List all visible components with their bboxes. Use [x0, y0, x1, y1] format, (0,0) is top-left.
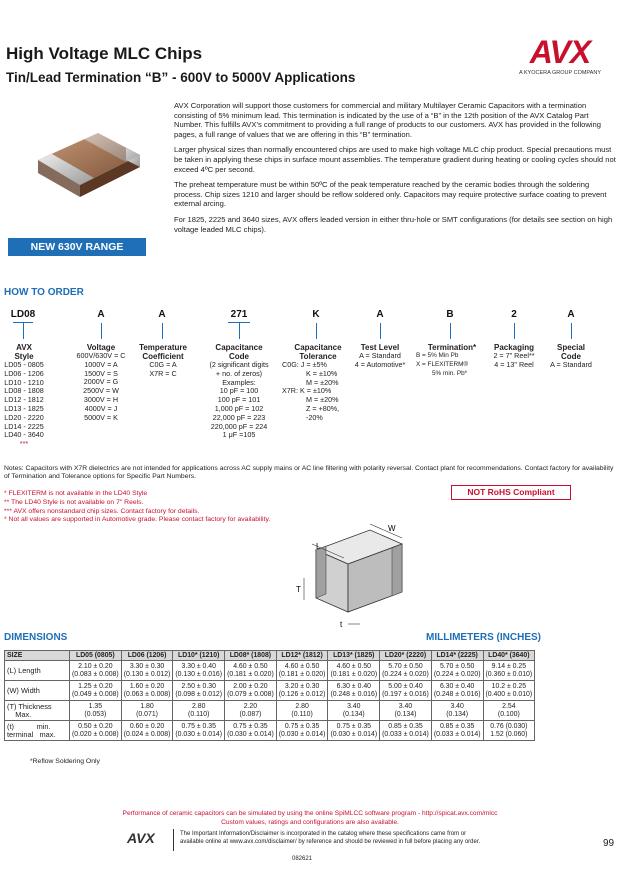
code-stem: [239, 323, 240, 339]
intro-paragraph: Larger physical sizes than normally encountered chips are used to make high voltage MLC chip product. Special precautions must be taken in applying these chips in surface mount assemblies. The temperature gradient during heating or cooling cycles should not exceed 4ºC per second.: [174, 145, 616, 174]
table-header: LD06 (1206): [121, 651, 173, 661]
cell-line: 1.80: [140, 702, 154, 710]
disclaimer: [180, 830, 480, 846]
table-cell: [431, 721, 483, 741]
cell-line: 3.40: [398, 702, 413, 710]
page-number: 99: [603, 838, 615, 849]
how-to-order-heading: HOW TO ORDER: [4, 287, 84, 298]
code-termination: B: [446, 309, 454, 320]
table-cell: [276, 661, 328, 681]
table-header: LD13* (1825): [328, 651, 380, 661]
cell-line: 4.60 ± 0.50: [284, 662, 320, 670]
cell-line: (0.400 ± 0.010): [485, 690, 533, 698]
table-cell: [173, 701, 225, 721]
table-cell: [328, 701, 380, 721]
notes: Notes: Capacitors with X7R dielectrics are not intended for applications across AC supply mains or AC line filtering with polarity reversal. Contact plant for recommendations. Contact factory for availability of Termination and Tolerance options for Specific Part Numbers.: [4, 465, 614, 481]
table-row: [5, 661, 535, 681]
col-head: Voltage: [86, 343, 116, 352]
col-head: Temperature Coefficient: [139, 343, 187, 361]
cell-line: (0.360 ± 0.010): [485, 670, 533, 678]
table-header: LD10* (1210): [173, 651, 225, 661]
cell-line: (0.033 ± 0.014): [433, 730, 481, 738]
table-row: [5, 681, 535, 701]
code-stem: [380, 323, 381, 339]
cell-line: 2.50 ± 0.30: [181, 682, 216, 690]
cell-line: (0.126 ± 0.012): [278, 690, 326, 698]
table-body: [5, 661, 535, 741]
tol-line: M = ±20%: [306, 377, 339, 387]
page-subtitle: Tin/Lead Termination “B” - 600V to 5000V Applications: [6, 70, 356, 85]
cell-line: 0.76 (0.030): [490, 722, 528, 730]
table-header: LD05 (0805): [70, 651, 122, 661]
order-col-termination: [410, 343, 494, 378]
table-cell: [328, 681, 380, 701]
tol-line: C0G: J = ±5%: [282, 360, 327, 369]
col-head: Capacitance Tolerance: [294, 343, 342, 361]
style-line: LD20 - 2220: [4, 412, 44, 422]
cell-line: 2.20: [243, 702, 258, 710]
table-cell: [225, 661, 277, 681]
voltage-line: 5000V = K: [84, 412, 118, 422]
table-cell: [431, 701, 483, 721]
cell-line: (0.083 ± 0.008): [72, 670, 119, 678]
cell-line: 3.40: [347, 702, 361, 710]
order-col-capacitance: [198, 343, 280, 440]
cell-line: 0.50 ± 0.20: [78, 722, 113, 730]
code-testlevel: A: [376, 309, 384, 320]
cell-line: (0.110): [291, 710, 313, 718]
intro-paragraph: The preheat temperature must be within 50ºC of the peak temperature reached by the ceramic bodies through the soldering process. Chip sizes 1210 and larger should be reflow soldered only. Capacitors may require protective surface coating to prevent external arcing.: [174, 180, 607, 209]
table-cell: [276, 681, 328, 701]
cell-line: (0.181 ± 0.020): [278, 670, 326, 678]
cell-line: 3.40: [450, 702, 464, 710]
row-label: (T) Thickness Max.: [5, 701, 70, 721]
cell-line: (0.110): [188, 710, 210, 718]
voltage-line: 4000V = J: [84, 403, 118, 413]
cell-line: (0.098 ± 0.012): [175, 690, 223, 698]
table-cell: [380, 701, 432, 721]
cell-line: (0.134): [394, 710, 417, 718]
avx-logo: [508, 36, 612, 76]
style-line: LD12 - 1812: [4, 395, 44, 405]
code-capacitance: 271: [230, 309, 248, 320]
cell-line: (0.030 ± 0.014): [175, 730, 223, 738]
cap-line: 1,000 pF = 102: [214, 403, 264, 413]
table-cell: [121, 661, 173, 681]
table-cell: [70, 701, 122, 721]
cell-line: 6.30 ± 0.40: [336, 682, 371, 690]
tol-line: K = ±10%: [306, 368, 338, 378]
table-cell: [483, 661, 535, 681]
logo-tagline: A KYOCERA GROUP COMPANY: [518, 70, 601, 76]
chip-dimension-diagram: [290, 520, 420, 640]
pack-line: 4 = 13" Reel: [494, 359, 534, 369]
cell-line: 0.75 ± 0.35: [284, 722, 320, 730]
cap-line: 22,000 pF = 223: [212, 412, 266, 422]
cell-line: (0.087): [239, 710, 262, 718]
table-header: LD40* (3640): [483, 651, 535, 661]
voltage-line: 1500V = S: [84, 368, 118, 378]
col-head: Packaging: [493, 343, 534, 352]
cell-line: (0.033 ± 0.014): [382, 730, 429, 738]
term-line: 5% min. Pb*: [432, 369, 468, 377]
style-line: LD13 - 1825: [4, 403, 44, 413]
code-tolerance: K: [312, 309, 320, 320]
cell-line: (0.130 ± 0.016): [175, 670, 223, 678]
voltage-line: 1000V = A: [84, 359, 118, 369]
cell-line: (0.063 ± 0.008): [123, 690, 171, 698]
footnote: * Not all values are supported in Automotive grade. Please contact factory for availability.: [4, 516, 271, 524]
dimensions-table: [4, 650, 535, 741]
special-line: A = Standard: [550, 360, 592, 369]
tol-line: M = ±20%: [306, 395, 339, 405]
cell-line: (0.130 ± 0.012): [123, 670, 171, 678]
cell-line: 10.2 ± 0.25: [491, 682, 527, 690]
term-label: t: [340, 620, 343, 629]
style-mark: ***: [19, 439, 29, 449]
order-col-style: [0, 343, 48, 449]
style-line: LD08 - 1808: [4, 386, 44, 396]
units-heading: MILLIMETERS (INCHES): [426, 632, 541, 643]
cell-line: 0.75 ± 0.35: [181, 722, 216, 730]
cell-line: (0.053): [84, 710, 107, 718]
cell-line: (0.024 ± 0.008): [123, 730, 171, 738]
table-cell: [483, 701, 535, 721]
table-cell: [70, 681, 122, 701]
table-cell: [225, 701, 277, 721]
footer-divider: [173, 829, 174, 851]
cell-line: (0.079 ± 0.008): [227, 690, 274, 698]
table-cell: [483, 721, 535, 741]
tol-line: Z = +80%, -20%: [306, 403, 340, 422]
tempco-line: X7R = C: [149, 368, 177, 378]
cell-line: 0.85 ± 0.35: [439, 722, 475, 730]
simulation-note: [0, 809, 620, 827]
row-label: (L) Length: [5, 661, 70, 681]
table-cell: [173, 681, 225, 701]
table-row: [5, 701, 535, 721]
cell-line: 2.00 ± 0.20: [233, 682, 268, 690]
code-stem: [450, 323, 451, 339]
disclaimer-line: The Important Information/Disclaimer is incorporated in the catalog where these specifications came from or: [180, 831, 467, 837]
t-label: T: [296, 585, 301, 594]
table-header: SIZE: [5, 651, 70, 661]
table-cell: [328, 721, 380, 741]
col-head: Termination*: [427, 343, 477, 352]
new-range-banner: NEW 630V RANGE: [8, 238, 146, 256]
voltage-line: 2000V = G: [83, 377, 119, 387]
cell-line: 1.52 (0.060): [490, 730, 528, 738]
cell-line: 0.75 ± 0.35: [336, 722, 371, 730]
table-cell: [121, 721, 173, 741]
table-cell: [121, 681, 173, 701]
test-line: A = Standard: [359, 351, 401, 360]
code-stem: [316, 323, 317, 339]
footnotes: [4, 490, 270, 525]
table-cell: [225, 721, 277, 741]
cell-line: 9.14 ± 0.25: [491, 662, 527, 670]
style-line: LD05 - 0805: [4, 360, 44, 369]
cell-line: 3.30 ± 0.40: [181, 662, 216, 670]
table-cell: [173, 661, 225, 681]
cell-line: (0.181 ± 0.020): [330, 670, 378, 678]
cell-line: 2.10 ± 0.20: [78, 662, 113, 670]
col-head: Capacitance Code: [215, 343, 263, 361]
table-cell: [70, 721, 122, 741]
code-stem: [23, 323, 24, 339]
cell-line: 2.80: [192, 702, 206, 710]
term-line: B = 5% Min Pb: [416, 352, 459, 359]
code-special: A: [567, 309, 575, 320]
cap-line: (2 significant digits: [209, 360, 269, 369]
table-cell: [328, 661, 380, 681]
cell-line: 0.85 ± 0.35: [388, 722, 423, 730]
table-header: LD14* (2225): [431, 651, 483, 661]
cell-line: (0.020 ± 0.008): [72, 730, 119, 738]
l-label: L: [316, 542, 321, 551]
intro-paragraph: AVX Corporation will support those customers for commercial and military Multilayer Ceramic Capacitors with a termination consisting of 5% minimum lead. This termination is indicated by the use of a “B” in the 12th position of the AVX Catalog Part Number. This fulfills AVX’s commitment to providing a full range of products to our customers. AVX has provided in the following pages, a full range of values that we are offering in this “B” termination.: [174, 101, 602, 139]
footer-logo: AVX: [127, 830, 155, 846]
cell-line: 5.70 ± 0.50: [388, 662, 423, 670]
intro-text: [174, 101, 616, 240]
cell-line: (0.224 ± 0.020): [382, 670, 429, 678]
chip-image: [28, 125, 148, 205]
code-stem: [514, 323, 515, 339]
cap-line: 100 pF = 101: [217, 395, 261, 405]
table-cell: [276, 721, 328, 741]
cap-line: Examples:: [222, 377, 256, 387]
cap-line: 220,000 pF = 224: [210, 421, 268, 431]
table-cell: [431, 681, 483, 701]
cell-line: (0.248 ± 0.016): [330, 690, 378, 698]
table-row: [5, 721, 535, 741]
cell-line: 1.60 ± 0.20: [129, 682, 165, 690]
col-head: AVX Style: [14, 343, 34, 361]
pack-line: 2 = 7" Reel**: [493, 351, 535, 360]
cell-line: (0.224 ± 0.020): [433, 670, 481, 678]
cell-line: (0.030 ± 0.014): [227, 730, 274, 738]
style-line: LD40 - 3640: [4, 430, 44, 440]
table-cell: [483, 681, 535, 701]
cell-line: (0.100): [497, 710, 520, 718]
cap-line: 1 μF =105: [222, 430, 256, 440]
row-label: (W) Width: [5, 681, 70, 701]
cell-line: 1.35: [88, 702, 103, 710]
intro-paragraph: For 1825, 2225 and 3640 sizes, AVX offers leaded version in either thru-hole or SMT configurations (for details see section on high voltage leaded MLC chips).: [174, 214, 613, 234]
style-line: LD14 - 2225: [4, 421, 44, 431]
order-col-tolerance: [282, 343, 354, 423]
logo-word: AVX: [529, 34, 591, 70]
cap-line: 10 pF = 100: [219, 386, 259, 396]
table-cell: [380, 721, 432, 741]
tempco-line: C0G = A: [149, 360, 177, 369]
cell-line: 3.30 ± 0.30: [129, 662, 165, 670]
tol-line: X7R: K = ±10%: [282, 386, 332, 396]
footnote: * FLEXITERM is not available in the LD40 Style: [4, 490, 148, 497]
cell-line: (0.134): [446, 710, 469, 718]
table-header-row: [5, 651, 535, 661]
cell-line: 6.30 ± 0.40: [439, 682, 475, 690]
term-line: X = FLEXITERM®: [416, 360, 469, 368]
table-cell: [225, 681, 277, 701]
dimensions-heading: DIMENSIONS: [4, 632, 68, 643]
table-header: LD08* (1808): [225, 651, 277, 661]
style-line: LD06 - 1206: [4, 368, 44, 378]
w-label: W: [388, 524, 396, 533]
cell-line: (0.071): [136, 710, 158, 718]
table-header: LD12* (1812): [276, 651, 328, 661]
document-code: 082621: [292, 856, 313, 862]
cell-line: (0.197 ± 0.016): [382, 690, 429, 698]
row-label: (t) min. terminal max.: [5, 721, 70, 741]
cell-line: (0.030 ± 0.014): [278, 730, 326, 738]
code-tempco: A: [158, 309, 166, 320]
cell-line: (0.248 ± 0.016): [433, 690, 481, 698]
code-stem: [162, 323, 163, 339]
cell-line: 5.70 ± 0.50: [439, 662, 475, 670]
voltage-line: 2500V = W: [83, 386, 119, 396]
order-col-packaging: [484, 343, 544, 370]
col-head: Test Level: [360, 343, 400, 352]
footnote: *** AVX offers nonstandard chip sizes. Contact factory for details.: [4, 507, 200, 515]
table-cell: [380, 661, 432, 681]
code-voltage: A: [97, 309, 105, 320]
table-cell: [121, 701, 173, 721]
cell-line: 2.80: [295, 702, 309, 710]
rohs-badge: NOT RoHS Compliant: [451, 485, 571, 500]
simulation-line: Custom values, ratings and configurations are also available.: [221, 819, 399, 826]
style-line: LD10 - 1210: [4, 377, 44, 387]
order-col-testlevel: [346, 343, 414, 370]
cell-line: 3.20 ± 0.30: [284, 682, 320, 690]
cap-line: + no. of zeros): [215, 368, 263, 378]
code-style: LD08: [10, 309, 36, 320]
voltage-line: 600V/630V = C: [76, 351, 126, 360]
page-title: High Voltage MLC Chips: [6, 44, 203, 63]
table-cell: [70, 661, 122, 681]
table-cell: [276, 701, 328, 721]
order-col-tempco: [130, 343, 196, 379]
table-header: LD20* (2220): [380, 651, 432, 661]
cell-line: 1.25 ± 0.20: [78, 682, 113, 690]
test-line: 4 = Automotive*: [354, 359, 406, 369]
table-cell: [380, 681, 432, 701]
cell-line: (0.181 ± 0.020): [227, 670, 274, 678]
cell-line: 2.54: [502, 702, 516, 710]
table-cell: [173, 721, 225, 741]
cell-line: 0.75 ± 0.35: [233, 722, 268, 730]
cell-line: 0.60 ± 0.20: [129, 722, 165, 730]
code-stem: [571, 323, 572, 339]
code-packaging: 2: [511, 309, 517, 320]
footnote: ** The LD40 Style is not available on 7" Reels.: [4, 498, 144, 506]
cell-line: 4.60 ± 0.50: [336, 662, 371, 670]
disclaimer-line: available online at www.avx.com/disclaimer/ by reference and should be reviewed in full before placing any order.: [180, 839, 481, 845]
cell-line: (0.134): [342, 710, 365, 718]
voltage-line: 3000V = H: [83, 394, 119, 404]
col-head: Special Code: [556, 343, 585, 361]
table-cell: [431, 661, 483, 681]
cell-line: 5.00 ± 0.40: [388, 682, 423, 690]
cell-line: (0.030 ± 0.014): [330, 730, 378, 738]
simulation-line: Performance of ceramic capacitors can be simulated by using the online SpiMLCC software program - http://spicat.avx.com/mlcc: [122, 810, 498, 817]
code-stem: [101, 323, 102, 339]
order-col-special: [541, 343, 601, 370]
cell-line: 4.60 ± 0.50: [233, 662, 268, 670]
reflow-note: *Reflow Soldering Only: [30, 758, 100, 765]
cell-line: (0.049 ± 0.008): [72, 690, 119, 698]
